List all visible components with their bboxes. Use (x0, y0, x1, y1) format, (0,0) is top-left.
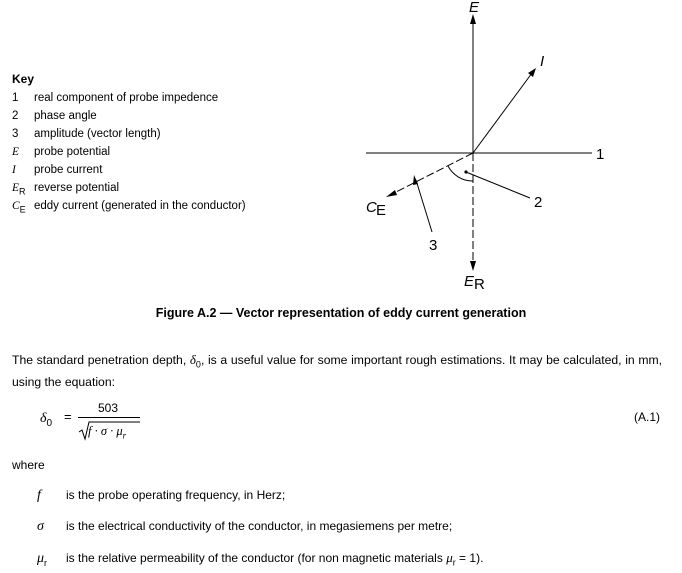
where-label: where (12, 458, 45, 472)
key-description: eddy current (generated in the conductor) (34, 200, 246, 212)
definition-text (66, 550, 483, 567)
equation-equals: = (64, 409, 72, 424)
definition-text-2: = 1). (455, 551, 484, 565)
leader-3-arrowhead (413, 175, 418, 185)
body-paragraph (12, 351, 662, 391)
definition-symbol: f (37, 488, 41, 503)
i-vector-line (473, 73, 532, 153)
label-e: E (469, 0, 480, 16)
key-symbol: 3 (12, 128, 19, 140)
key-symbol: 1 (12, 92, 19, 104)
inline-mu-subscript: r (452, 557, 456, 568)
definition-symbol: σ (37, 519, 44, 534)
equation-denominator-subscript: r (122, 430, 127, 441)
key-description: phase angle (34, 110, 97, 122)
label-1: 1 (596, 146, 605, 163)
equation-denominator (88, 424, 126, 441)
key-description: reverse potential (34, 182, 120, 194)
key-symbol-sub: R (19, 186, 26, 197)
key-symbol: I (12, 164, 16, 176)
label-ce-sub: E (376, 202, 387, 219)
label-ce: C (366, 199, 377, 216)
key-symbol-base: E (12, 182, 20, 194)
definition-symbol-sub: r (44, 557, 48, 568)
definition-text: is the electrical conductivity of the conductor, in megasiemens per metre; (66, 519, 453, 533)
key-symbol-base: C (12, 200, 20, 212)
label-er: E (464, 273, 475, 290)
key-description: probe potential (34, 146, 111, 158)
key-title: Key (12, 72, 35, 86)
paragraph-text-1: The standard penetration depth, (12, 353, 190, 367)
definition-text-1: is the relative permeability of the conductor (for non magnetic materials (66, 551, 447, 565)
equation-denominator-text: f · σ · μ (88, 424, 123, 438)
equation-lhs-subscript: 0 (46, 417, 53, 429)
label-er-sub: R (474, 276, 485, 293)
definition-text: is the probe operating frequency, in Herz; (66, 488, 286, 502)
delta-subscript: 0 (195, 359, 201, 370)
ce-vector-arrowhead (386, 190, 397, 197)
label-i: I (540, 53, 545, 70)
leader-3 (416, 180, 432, 232)
key-symbol: 2 (12, 110, 19, 122)
key-symbol-sub: E (19, 204, 26, 215)
definition-symbol-base: μ (37, 551, 45, 566)
equation-numerator: 503 (98, 401, 119, 415)
definition-symbol (37, 549, 66, 568)
key-description: real component of probe impedence (34, 92, 219, 104)
inline-mu-symbol: μ (446, 550, 453, 565)
key-description: probe current (34, 164, 103, 176)
paragraph-text-2: , is a useful value for some important rough estimations. It may be calculated, in mm, using the equation: (12, 353, 663, 390)
er-axis-arrowhead (470, 261, 476, 271)
definition-mu (37, 549, 483, 568)
figure-caption: Figure A.2 — Vector representation of eddy current generation (155, 306, 527, 320)
key-description: amplitude (vector length) (34, 128, 161, 140)
label-2: 2 (534, 194, 543, 211)
definition-f (37, 488, 285, 504)
leader-2 (466, 172, 530, 198)
delta-symbol: δ (189, 352, 196, 367)
equation-number: (A.1) (634, 410, 661, 424)
label-3: 3 (429, 237, 438, 254)
equation-lhs-symbol: δ (40, 411, 47, 426)
definition-sigma (37, 519, 452, 535)
equation-lhs (40, 409, 52, 429)
key-symbol: E (12, 146, 20, 158)
ce-vector-line (392, 153, 473, 194)
i-vector-arrowhead (528, 68, 536, 77)
